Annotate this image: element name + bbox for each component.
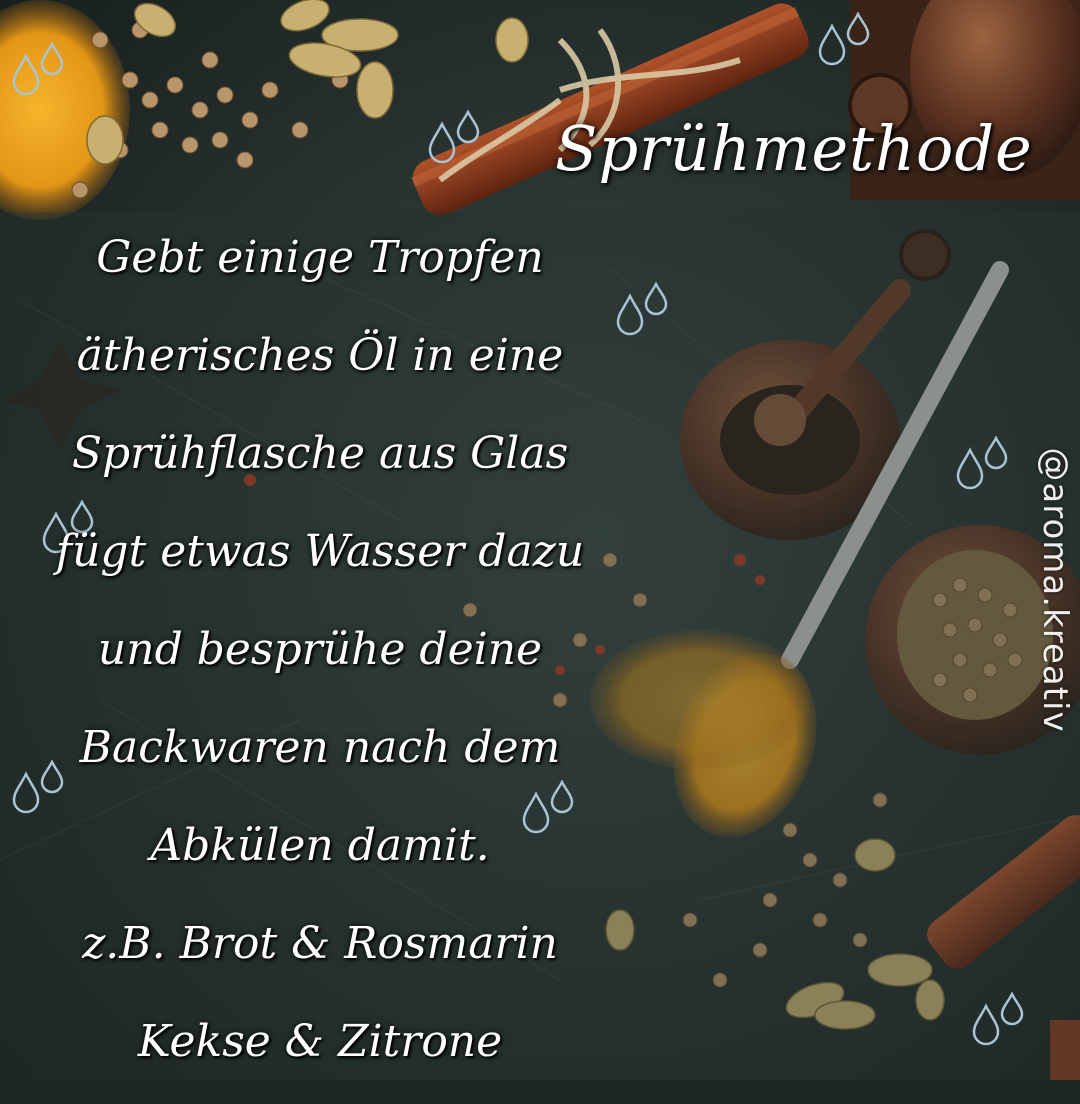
instruction-line: ätherisches Öl in eine [76, 330, 564, 381]
example-line: z.B. Brot & Rosmarin [82, 918, 558, 969]
instruction-line: und besprühe deine [97, 624, 543, 675]
instruction-line: Abkülen damit. [150, 820, 490, 871]
water-drops-icon [972, 992, 1028, 1048]
instruction-line: fügt etwas Wasser dazu [55, 526, 585, 577]
social-handle: @aroma.kreativ [1035, 447, 1075, 733]
instruction-line: Sprühflasche aus Glas [71, 428, 569, 479]
instruction-line: Backwaren nach dem [79, 722, 561, 773]
water-drops-icon [12, 42, 68, 98]
water-drops-icon [818, 12, 874, 68]
example-line: Kekse & Zitrone [137, 1016, 503, 1067]
water-drops-icon [956, 436, 1012, 492]
instruction-text [0, 222, 640, 1104]
water-drops-icon [428, 110, 484, 166]
page-title: Sprühmethode [555, 112, 1033, 185]
instruction-line: Gebt einige Tropfen [96, 232, 544, 283]
